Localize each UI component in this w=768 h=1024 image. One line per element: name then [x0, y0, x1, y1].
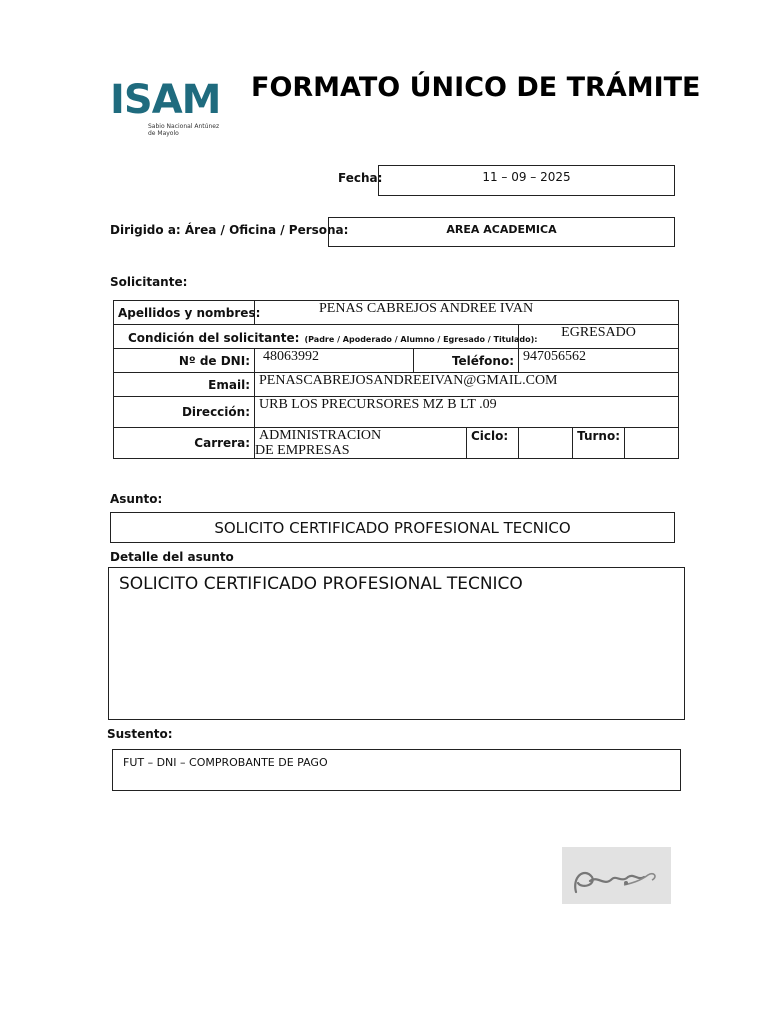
- dirigido-field[interactable]: [328, 217, 675, 247]
- detalle-value: SOLICITO CERTIFICADO PROFESIONAL TECNICO: [119, 574, 523, 594]
- sustento-label: Sustento:: [107, 727, 173, 741]
- dirigido-value: AREA ACADEMICA: [446, 223, 557, 236]
- asunto-value: SOLICITO CERTIFICADO PROFESIONAL TECNICO: [214, 519, 571, 537]
- condicion-cell: [114, 325, 538, 349]
- direccion-value[interactable]: URB LOS PRECURSORES MZ B LT .09: [255, 397, 679, 428]
- condicion-label: Condición del solicitante:: [128, 331, 300, 345]
- asunto-label: Asunto:: [110, 492, 163, 506]
- turno-value[interactable]: [625, 428, 679, 459]
- sustento-field[interactable]: [112, 749, 681, 791]
- institution-logo: [110, 77, 225, 142]
- table-row: [114, 397, 679, 428]
- table-row: [114, 373, 679, 397]
- fecha-value: 11 – 09 – 2025: [482, 170, 571, 184]
- detalle-label: Detalle del asunto: [110, 550, 234, 564]
- table-row: [114, 301, 679, 325]
- apellidos-label: Apellidos y nombres:: [114, 301, 255, 325]
- fecha-label: Fecha:: [338, 171, 383, 185]
- email-value[interactable]: PENASCABREJOSANDREEIVAN@GMAIL.COM: [255, 373, 679, 397]
- applicant-table: [113, 300, 679, 459]
- table-row: [114, 349, 679, 373]
- page-title: FORMATO ÚNICO DE TRÁMITE: [251, 72, 701, 103]
- dni-label: Nº de DNI:: [114, 349, 255, 373]
- carrera-line-2: DE EMPRESAS: [255, 443, 350, 458]
- carrera-line-1: ADMINISTRACION: [259, 428, 382, 443]
- dirigido-label: Dirigido a: Área / Oficina / Persona:: [110, 223, 349, 237]
- carrera-label: Carrera:: [114, 428, 255, 459]
- telefono-value[interactable]: 947056562: [519, 349, 679, 373]
- ciclo-value[interactable]: [519, 428, 573, 459]
- table-row: [114, 428, 679, 459]
- logo-subtext: Sabio Nacional Antúnez de Mayolo: [148, 123, 220, 137]
- signature-scribble-icon: [562, 847, 671, 904]
- signature-image: [562, 847, 671, 904]
- dni-value[interactable]: 48063992: [255, 349, 414, 373]
- apellidos-value[interactable]: PENAS CABREJOS ANDREE IVAN: [255, 301, 679, 325]
- email-label: Email:: [114, 373, 255, 397]
- carrera-value[interactable]: [255, 428, 467, 459]
- condicion-hint: (Padre / Apoderado / Alumno / Egresado / Titulado):: [304, 335, 538, 344]
- asunto-field[interactable]: [110, 512, 675, 543]
- condicion-value[interactable]: EGRESADO: [519, 325, 679, 349]
- turno-label: Turno:: [573, 428, 625, 459]
- fecha-field[interactable]: [378, 165, 675, 196]
- ciclo-label: Ciclo:: [467, 428, 519, 459]
- telefono-label: Teléfono:: [414, 349, 519, 373]
- table-row: [114, 325, 679, 349]
- sustento-value: FUT – DNI – COMPROBANTE DE PAGO: [123, 756, 328, 769]
- solicitante-label: Solicitante:: [110, 275, 188, 289]
- logo-text: ISAM: [110, 77, 221, 123]
- direccion-label: Dirección:: [114, 397, 255, 428]
- detalle-field[interactable]: [108, 567, 685, 720]
